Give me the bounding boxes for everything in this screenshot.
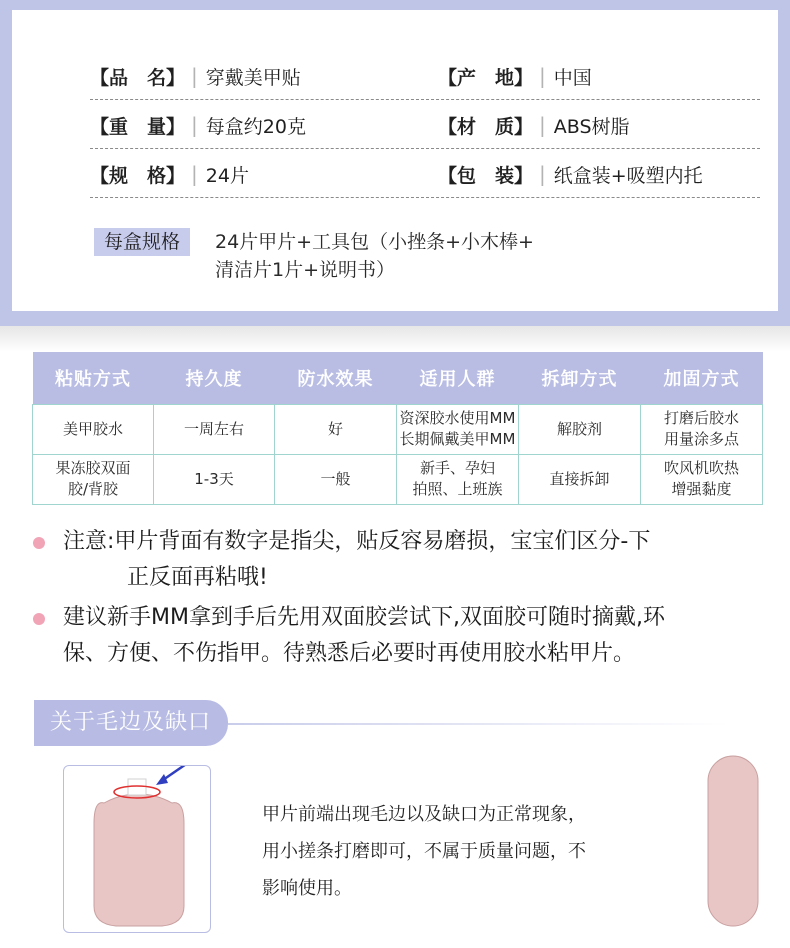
spec-cell-weight	[90, 101, 306, 149]
note-text: 正反面再粘哦!	[127, 565, 268, 590]
table-cell-line: 用量涂多点	[663, 430, 739, 448]
table-header-cell: 粘贴方式	[33, 352, 154, 404]
nail-shape	[94, 794, 184, 926]
table-cell-line: 拍照、上班族	[412, 480, 503, 498]
spec-value: 纸盒装+吸塑内托	[553, 164, 703, 187]
spec-label: 【规 格】	[90, 164, 186, 187]
table-cell	[397, 404, 519, 454]
spec-divider: |	[539, 64, 546, 88]
section-divider	[0, 326, 790, 352]
burr-description	[262, 796, 682, 907]
spec-value: 中国	[553, 66, 592, 89]
table-cell-line: 吹风机吹热	[663, 459, 739, 477]
spec-value: 24片	[205, 164, 249, 187]
table-cell-line: 长期佩戴美甲MM	[399, 430, 516, 448]
note-text: 建议新手MM拿到手后先用双面胶尝试下,双面胶可随时摘戴,环	[63, 605, 665, 630]
spec-row	[90, 150, 760, 198]
table-header-cell: 适用人群	[397, 352, 519, 404]
table-cell	[154, 404, 275, 454]
spec-row	[90, 101, 760, 149]
section-title: 关于毛边及缺口	[34, 700, 228, 746]
spec-divider: |	[539, 162, 546, 186]
table-row	[33, 454, 763, 504]
box-spec-value-line: 24片甲片+工具包（小挫条+小木棒+	[215, 231, 534, 253]
table-cell-line: 直接拆卸	[549, 469, 610, 488]
spec-cell-name	[90, 52, 301, 100]
note-item	[30, 600, 770, 672]
table-header-cell: 拆卸方式	[519, 352, 641, 404]
spec-frame	[0, 0, 790, 326]
arrow-icon	[156, 766, 192, 785]
table-cell-line: 资深胶水使用MM	[399, 409, 516, 427]
table-cell-line: 一周左右	[183, 419, 244, 438]
nail-side-icon	[707, 755, 759, 927]
nail-illustration	[64, 766, 212, 934]
table-cell	[519, 404, 641, 454]
spec-label: 【包 装】	[438, 164, 534, 187]
notes	[30, 524, 770, 672]
spec-value: ABS树脂	[553, 115, 630, 138]
application-table	[32, 352, 763, 505]
notch-tab	[128, 779, 146, 795]
table-cell	[519, 454, 641, 504]
spec-cell-size	[90, 150, 249, 198]
box-spec-label: 每盒规格	[94, 228, 190, 256]
box-spec-value-line: 清洁片1片+说明书）	[215, 259, 396, 281]
table-header-row	[33, 352, 763, 404]
table-cell-line: 新手、孕妇	[419, 459, 495, 477]
table-cell-line: 胶/背胶	[67, 480, 119, 498]
table-cell-line: 美甲胶水	[62, 419, 123, 438]
table-cell	[397, 454, 519, 504]
spec-divider: |	[191, 64, 198, 88]
table-cell	[33, 404, 154, 454]
table-cell	[275, 454, 397, 504]
table-cell	[275, 404, 397, 454]
spec-label: 【重 量】	[90, 115, 186, 138]
spec-label: 【品 名】	[90, 66, 186, 89]
spec-label: 【产 地】	[438, 66, 534, 89]
table-cell-line: 增强黏度	[671, 480, 732, 498]
spec-cell-package	[438, 150, 703, 198]
table-header-cell: 防水效果	[275, 352, 397, 404]
table-cell	[641, 404, 763, 454]
table-cell-line: 打磨后胶水	[663, 409, 739, 427]
title-underline	[228, 723, 728, 725]
nail-illustration-box	[63, 765, 211, 933]
table-cell	[641, 454, 763, 504]
spec-divider: |	[191, 162, 198, 186]
table-cell-line: 果冻胶双面	[55, 459, 131, 477]
note-item	[30, 524, 770, 596]
burr-text-line: 用小搓条打磨即可，不属于质量问题，不	[262, 841, 586, 862]
pink-dot-icon	[33, 537, 45, 549]
table-cell-line: 解胶剂	[556, 419, 602, 438]
table-header-cell: 加固方式	[641, 352, 763, 404]
burr-text-line: 影响使用。	[262, 878, 352, 899]
box-spec-value	[215, 228, 615, 284]
note-text: 保、方便、不伤指甲。待熟悉后必要时再使用胶水粘甲片。	[63, 641, 636, 666]
table-cell-line: 1-3天	[194, 469, 234, 488]
nail-side-illustration	[707, 755, 759, 931]
burr-text-line: 甲片前端出现毛边以及缺口为正常现象，	[262, 804, 586, 825]
table-cell-line: 好	[327, 419, 343, 438]
table-cell	[33, 454, 154, 504]
table-cell	[154, 454, 275, 504]
table-row	[33, 404, 763, 454]
spec-divider: |	[191, 113, 198, 137]
spec-cell-material	[438, 101, 630, 149]
spec-divider: |	[539, 113, 546, 137]
pink-dot-icon	[33, 613, 45, 625]
table-cell-line: 一般	[320, 469, 351, 488]
spec-label: 【材 质】	[438, 115, 534, 138]
note-text: 注意:甲片背面有数字是指尖，贴反容易磨损，宝宝们区分-下	[63, 529, 651, 554]
table-header-cell: 持久度	[154, 352, 275, 404]
spec-cell-origin	[438, 52, 592, 100]
spec-value: 每盒约20克	[205, 115, 306, 138]
spec-row	[90, 52, 760, 100]
spec-value: 穿戴美甲贴	[205, 66, 301, 89]
